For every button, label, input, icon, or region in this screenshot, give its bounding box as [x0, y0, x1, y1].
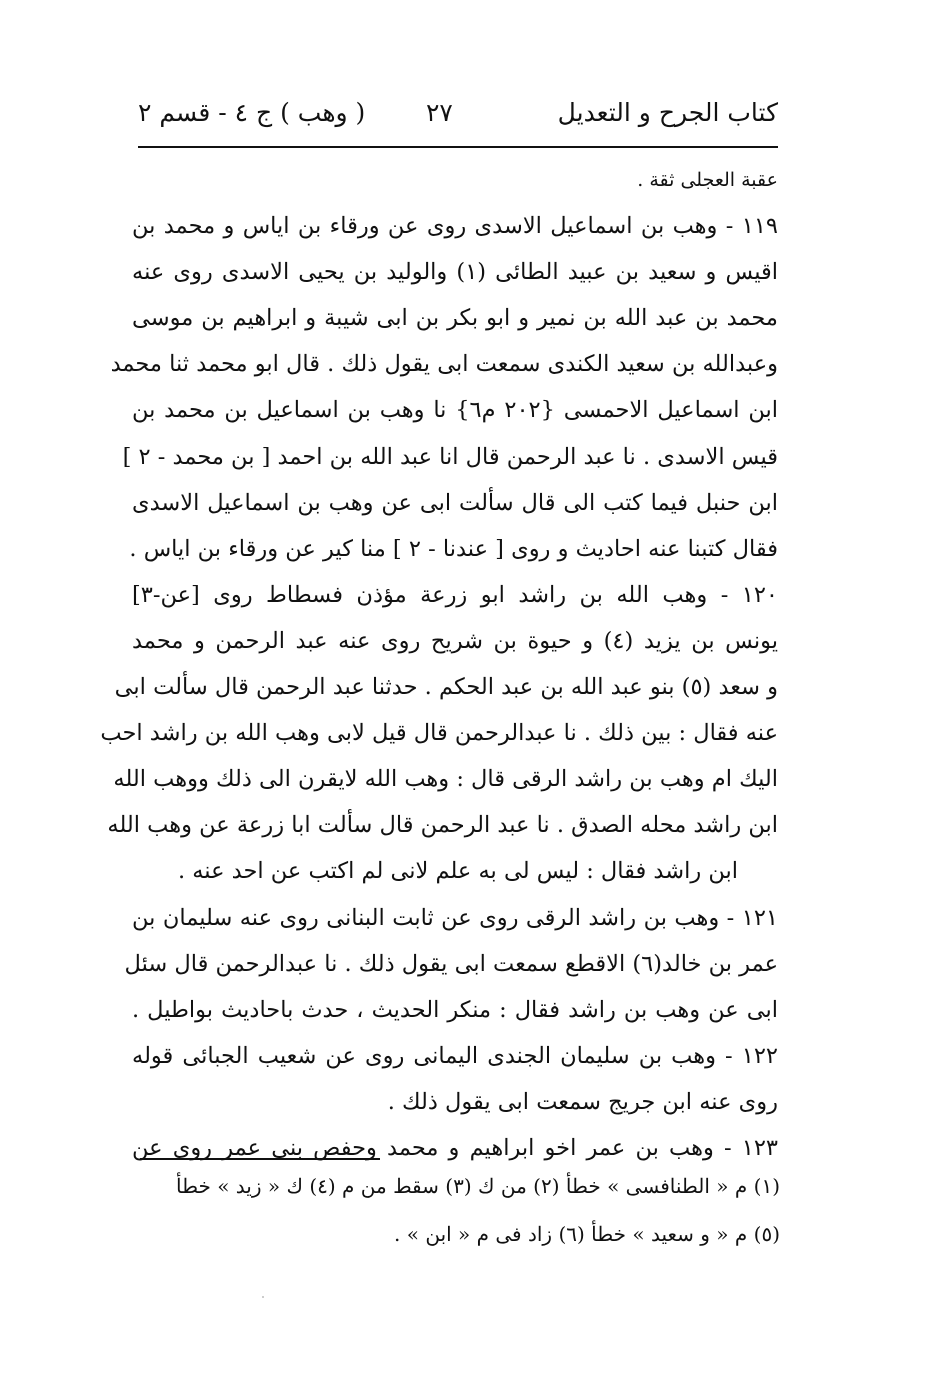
entry-123-start: ١٢٣ - وهب بن عمر اخو ابراهيم و محمد وحفص بنى عمر روى عن — [132, 1134, 778, 1161]
entry-122-start: ١٢٢ - وهب بن سليمان الجندى اليمانى روى عن شعيب الجبائى قوله — [132, 1042, 778, 1069]
text-line: ابن راشد فقال : ليس لى به علم لانى لم اكتب عن احد عنه . — [177, 858, 738, 885]
text-line: ابن اسماعيل الاحمسى {٢٠٢ م٦} نا وهب بن اسماعيل بن محمد بن — [132, 397, 778, 424]
entry-120-start: ١٢٠ - وهب الله بن راشد ابو زرعة مؤذن فسطاط روى [عن-٣] — [132, 581, 778, 608]
text-line: عقبة العجلى ثقة . — [637, 169, 778, 191]
volume-section: ( وهب ) ج ٤ - قسم ٢ — [138, 98, 366, 127]
page-number: ٢٧ — [426, 98, 453, 127]
text-line: عنه فقال : بين ذلك . نا عبدالرحمن قال قيل لابى وهب الله بن راشد احب — [100, 720, 778, 747]
text-line: و سعد (٥) بنو عبد الله بن عبد الحكم . حدثنا عبد الرحمن قال سألت ابى — [114, 674, 778, 701]
text-line: اليك ام وهب بن راشد الرقى قال : وهب الله لايقرن الى ذلك ووهب الله — [113, 766, 778, 793]
footnotes — [140, 1162, 780, 1258]
text-line: يونس بن يزيد (٤) و حيوة بن شريح روى عنه عبد الرحمن و محمد — [132, 627, 778, 654]
text-line: روى عنه ابن جريج سمعت ابى يقول ذلك . — [387, 1088, 778, 1115]
footnote-divider — [140, 1158, 380, 1160]
entry-121-start: ١٢١ - وهب بن راشد الرقى روى عن ثابت البنانى روى عنه سليمان بن — [132, 904, 778, 931]
footnote-line: (١) م « الطنافسى » خطأ (٢) من ك (٣) سقط من م (٤) ك « زيد » خطأ — [175, 1174, 780, 1198]
text-line: ابى عن وهب بن راشد فقال : منكر الحديث ، حدث باحاديث بواطيل . — [132, 996, 778, 1023]
text-line: اقيس و سعيد بن عبيد الطائى (١) والوليد بن يحيى الاسدى روى عنه — [132, 259, 778, 286]
footnote-line: (٥) م « و سعيد » خطأ (٦) زاد فى م « ابن » . — [394, 1222, 780, 1246]
text-line: قيس الاسدى . نا عبد الرحمن قال انا عبد الله بن احمد [ بن محمد - ٢ ] — [122, 443, 778, 470]
text-line: محمد بن عبد الله بن نمير و ابو بكر بن ابى شيبة و ابراهيم بن موسى — [132, 305, 778, 332]
text-line: عمر بن خالد(٦) الاقطع سمعت ابى يقول ذلك . نا عبدالرحمن قال سئل — [124, 950, 778, 977]
main-text — [100, 157, 778, 1171]
running-header — [138, 92, 778, 140]
text-line: ابن حنبل فيما كتب الى قال سألت ابى عن وهب بن اسماعيل الاسدى — [132, 489, 778, 516]
scan-speck — [262, 1296, 264, 1298]
text-line: فقال كتبنا عنه احاديث و روى [ عندنا - ٢ ] منا كير عن ورقاء بن اياس . — [129, 535, 778, 562]
text-line: وعبدالله بن سعيد الكندى سمعت ابى يقول ذلك . قال ابو محمد ثنا محمد — [110, 351, 778, 378]
book-title: كتاب الجرح و التعديل — [557, 98, 778, 127]
entry-119-start: ١١٩ - وهب بن اسماعيل الاسدى روى عن ورقاء بن اياس و محمد بن — [132, 213, 778, 240]
header-divider — [138, 146, 778, 148]
text-line: ابن راشد محله الصدق . نا عبد الرحمن قال سألت ابا زرعة عن وهب الله — [107, 812, 778, 839]
